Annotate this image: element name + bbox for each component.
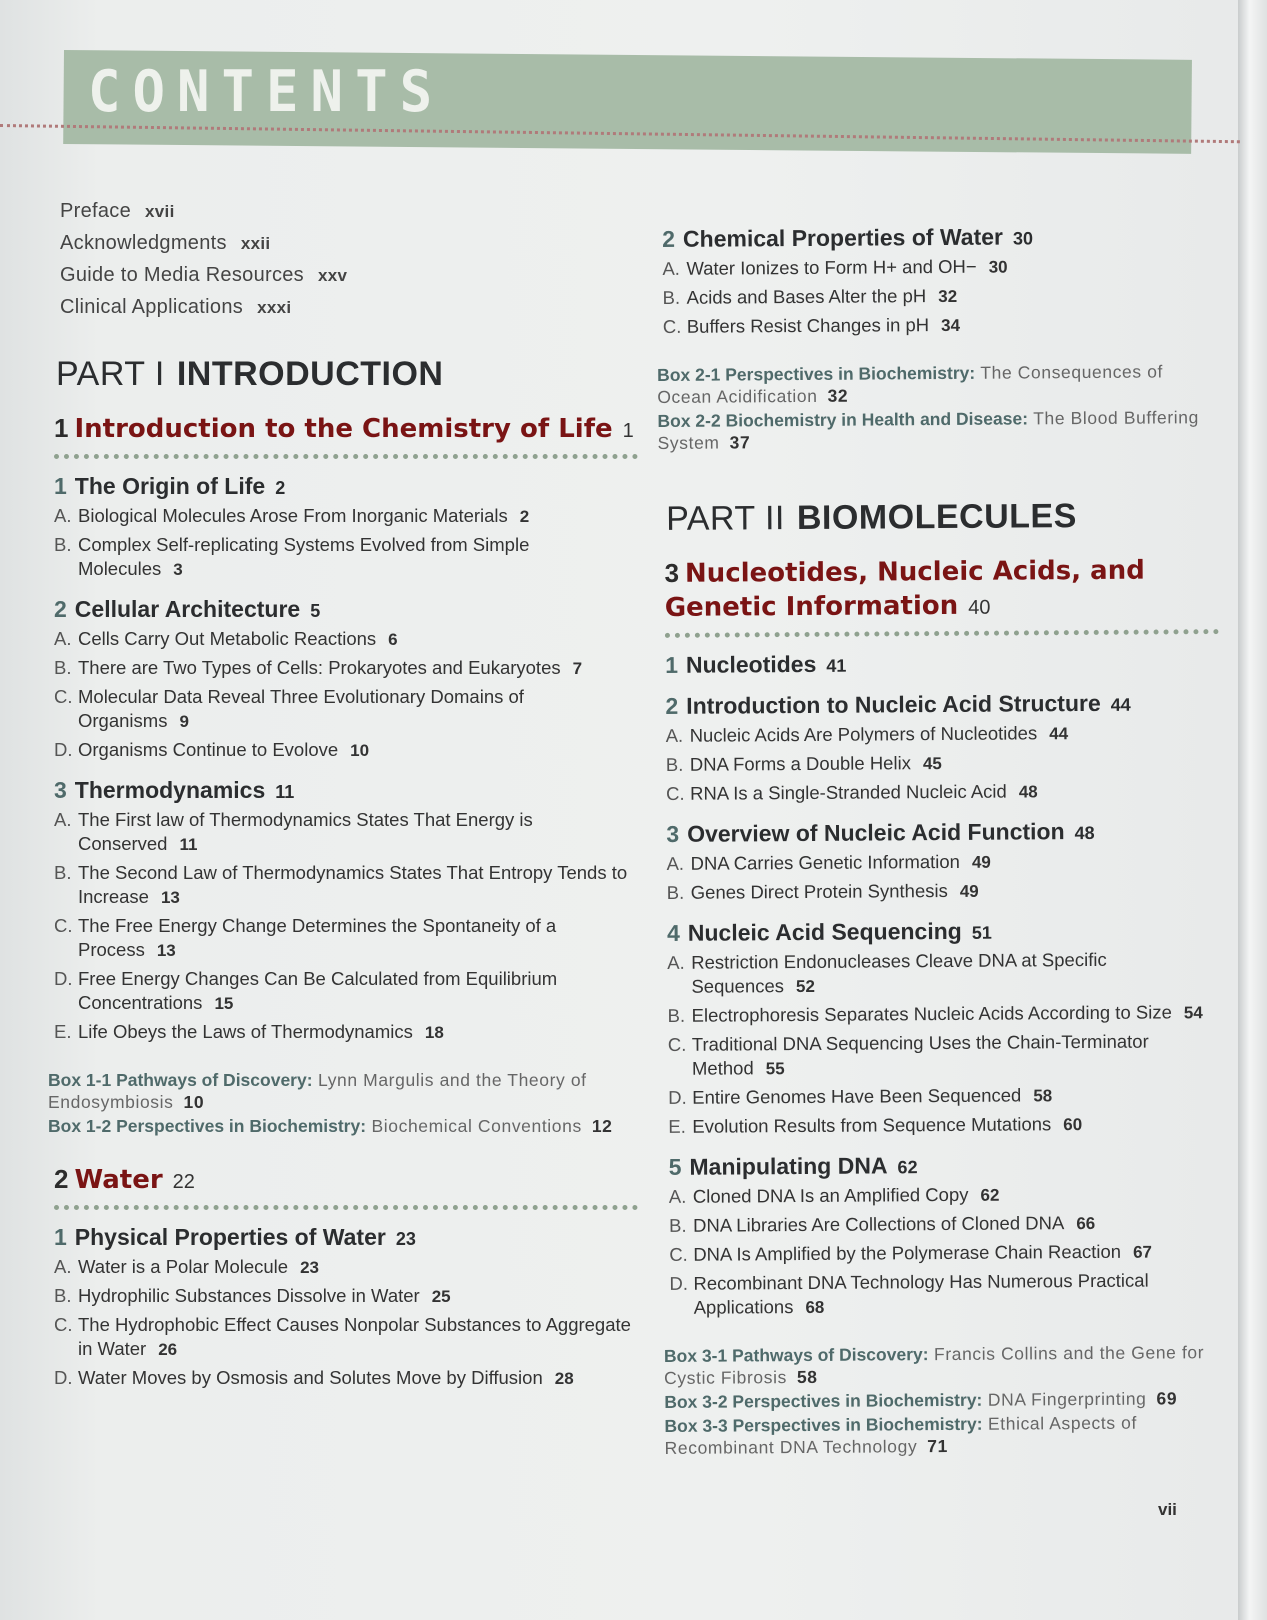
- section-page: 48: [1074, 822, 1095, 844]
- subsection-letter: D.: [54, 739, 73, 760]
- toc-subsection: [667, 947, 1221, 1000]
- subsection-title: Organisms Continue to Evolove: [78, 739, 339, 760]
- subsection-letter: D.: [669, 1272, 689, 1294]
- subsection-letter: E.: [54, 1021, 72, 1042]
- subsection-page: 28: [554, 1369, 574, 1388]
- subsection-title: Electrophoresis Separates Nucleic Acids According to Size: [691, 1001, 1172, 1026]
- toc-subsection: [668, 1082, 1222, 1111]
- subsection-title: Recombinant DNA Technology Has Numerous Practical Applications: [693, 1269, 1149, 1318]
- box-entry: [664, 1341, 1224, 1389]
- front-matter-page: xxxi: [257, 298, 292, 317]
- subsection-title: DNA Carries Genetic Information: [690, 850, 961, 874]
- chapter-dotted-rule: [665, 629, 1219, 638]
- toc-subsection: [663, 282, 1217, 311]
- section-title: Nucleic Acid Sequencing: [687, 917, 962, 946]
- subsection-letter: D.: [668, 1086, 687, 1108]
- toc-subsection: [668, 1029, 1222, 1082]
- subsection-title: Water is a Polar Molecule: [78, 1256, 289, 1277]
- toc-subsection: [54, 1255, 638, 1280]
- subsection-letter: B.: [54, 1285, 72, 1306]
- subsection-letter: B.: [669, 1214, 687, 1236]
- front-matter-item: [60, 264, 638, 287]
- subsection-title: The First law of Thermodynamics States That Energy is Conserved: [78, 809, 533, 854]
- section-page: 23: [395, 1229, 416, 1249]
- chapter-spacer: [48, 1139, 638, 1153]
- box-description: Ethical Aspects of Recombinant DNA Technology: [664, 1412, 1137, 1458]
- chapter-dotted-rule: [54, 454, 638, 459]
- section-number: 2: [665, 692, 679, 719]
- box-page: 58: [796, 1366, 818, 1388]
- subsection-letter: A.: [665, 724, 684, 746]
- section-title: Physical Properties of Water: [74, 1224, 386, 1250]
- subsection-title: Molecular Data Reveal Three Evolutionary Domains of Organisms: [78, 686, 524, 731]
- subsection-page: 62: [980, 1185, 1000, 1205]
- subsection-page: 32: [938, 286, 958, 307]
- toc-subsection: [662, 253, 1216, 282]
- page-edge: [1238, 0, 1267, 1620]
- part-label: PART I: [56, 355, 165, 393]
- section-number: 1: [54, 473, 67, 499]
- subsection-title: Free Energy Changes Can Be Calculated from Equilibrium Concentrations: [78, 968, 558, 1013]
- subsection-letter: A.: [54, 505, 72, 526]
- subsection-page: 13: [160, 888, 180, 907]
- part-heading: [56, 355, 638, 394]
- subsection-letter: D.: [54, 1367, 73, 1388]
- chapter-page: 40: [968, 596, 991, 619]
- right-column: [656, 208, 1225, 1461]
- subsection-page: 3: [173, 560, 183, 579]
- subsection-page: 45: [922, 754, 942, 774]
- box-description: The Blood Buffering System: [657, 407, 1199, 453]
- toc-subsection: [666, 848, 1220, 877]
- subsection-letter: A.: [667, 951, 685, 973]
- toc-section: [666, 817, 1220, 848]
- subsection-title: Acids and Bases Alter the pH: [686, 285, 927, 308]
- box-heading: Box 1-1 Pathways of Discovery:: [48, 1070, 313, 1090]
- section-number: 4: [666, 919, 680, 946]
- front-matter-page: xvii: [145, 202, 175, 221]
- subsection-letter: C.: [662, 315, 682, 337]
- subsection-title: Complex Self-replicating Systems Evolved from Simple Molecules: [78, 534, 530, 579]
- toc-subsection: [668, 1111, 1222, 1140]
- subsection-letter: C.: [54, 686, 73, 707]
- subsection-title: DNA Libraries Are Collections of Cloned DNA: [693, 1212, 1065, 1236]
- subsection-letter: A.: [666, 852, 685, 874]
- toc-subsection: [54, 1284, 638, 1309]
- subsection-title: Life Obeys the Laws of Thermodynamics: [78, 1021, 413, 1042]
- front-matter-page: xxii: [240, 234, 271, 253]
- section-page: 41: [826, 655, 847, 676]
- toc-subsection: [54, 656, 638, 681]
- front-matter-page: xxv: [318, 266, 348, 285]
- section-page: 51: [971, 922, 992, 943]
- toc-subsection: [54, 914, 638, 963]
- subsection-title: Hydrophilic Substances Dissolve in Water: [78, 1285, 420, 1306]
- section-number: 1: [54, 1224, 67, 1250]
- subsection-letter: A.: [668, 1185, 687, 1207]
- page-title: CONTENTS: [88, 58, 445, 125]
- subsection-page: 7: [572, 659, 583, 678]
- subsection-letter: C.: [667, 1033, 687, 1055]
- box-heading: Box 3-2 Perspectives in Biochemistry:: [664, 1389, 983, 1412]
- section-number: 5: [668, 1153, 682, 1180]
- part-label: PART II: [666, 499, 786, 538]
- chapter-heading: [664, 553, 1218, 627]
- subsection-page: 68: [805, 1297, 825, 1317]
- chapter-number: 1: [54, 413, 69, 443]
- subsection-letter: B.: [54, 862, 72, 883]
- toc-subsection: [54, 967, 638, 1016]
- subsection-title: The Free Energy Change Determines the Spontaneity of a Process: [78, 915, 557, 960]
- subsection-letter: A.: [54, 809, 72, 830]
- subsection-page: 26: [158, 1340, 178, 1359]
- toc-subsection: [666, 778, 1220, 807]
- chapter-number: 3: [664, 557, 680, 588]
- box-description: DNA Fingerprinting: [987, 1388, 1147, 1410]
- toc-section: [669, 1150, 1223, 1181]
- box-heading: Box 2-1 Perspectives in Biochemistry:: [657, 362, 976, 385]
- front-matter-label: Preface: [60, 200, 132, 222]
- section-title: Thermodynamics: [74, 777, 266, 803]
- subsection-title: Nucleic Acids Are Polymers of Nucleotides: [689, 722, 1038, 746]
- toc-subsection: [54, 1366, 638, 1391]
- box-list: [48, 1069, 638, 1137]
- toc-section: [665, 648, 1219, 679]
- subsection-letter: B.: [54, 657, 72, 678]
- subsection-page: 55: [765, 1059, 785, 1079]
- subsection-title: The Second Law of Thermodynamics States That Entropy Tends to Increase: [78, 862, 628, 907]
- toc-section: [665, 689, 1219, 720]
- box-description: The Consequences of Ocean Acidification: [657, 361, 1164, 407]
- box-description: Biochemical Conventions: [371, 1116, 582, 1136]
- subsection-page: 49: [959, 881, 979, 901]
- subsection-title: DNA Forms a Double Helix: [689, 752, 911, 775]
- subsection-title: Water Ionizes to Form H+ and OH−: [686, 255, 977, 279]
- subsection-title: Traditional DNA Sequencing Uses the Chain-Terminator Method: [691, 1030, 1149, 1079]
- box-page: 10: [183, 1092, 205, 1112]
- box-entry: [664, 1411, 1224, 1459]
- chapter-title: Water: [74, 1165, 163, 1195]
- section-page: 2: [275, 478, 286, 498]
- front-matter-item: [60, 200, 638, 223]
- subsection-letter: B.: [667, 1004, 686, 1026]
- subsection-title: The Hydrophobic Effect Causes Nonpolar Substances to Aggregate in Water: [78, 1314, 631, 1359]
- subsection-page: 11: [179, 835, 198, 854]
- box-entry: [48, 1115, 638, 1137]
- subsection-letter: A.: [54, 628, 72, 649]
- chapter-page: 22: [172, 1171, 195, 1193]
- box-heading: Box 3-1 Pathways of Discovery:: [663, 1344, 929, 1366]
- chapter-heading: [54, 412, 638, 448]
- section-page: 5: [310, 601, 321, 621]
- subsection-page: 52: [795, 976, 815, 997]
- section-number: 2: [662, 225, 676, 252]
- toc-section: [54, 473, 638, 500]
- section-page: 11: [275, 782, 295, 802]
- front-matter-item: [60, 232, 638, 255]
- toc-subsection: [669, 1239, 1223, 1268]
- subsection-page: 25: [431, 1287, 451, 1306]
- subsection-letter: E.: [668, 1115, 686, 1137]
- box-page: 37: [729, 432, 751, 453]
- box-heading: Box 1-2 Perspectives in Biochemistry:: [48, 1116, 367, 1136]
- toc-subsection: [54, 1313, 638, 1362]
- subsection-page: 30: [988, 257, 1008, 277]
- chapter-title: Nucleotides, Nucleic Acids, and Genetic Information: [664, 555, 1145, 623]
- subsection-page: 49: [971, 852, 991, 872]
- toc-subsection: [667, 877, 1221, 906]
- toc-section: [662, 222, 1216, 253]
- subsection-page: 13: [156, 941, 176, 960]
- subsection-title: Restriction Endonucleases Cleave DNA at Specific Sequences: [691, 948, 1107, 997]
- toc-subsection: [54, 533, 638, 582]
- part-name: INTRODUCTION: [176, 355, 444, 393]
- subsection-page: 18: [424, 1023, 444, 1042]
- front-matter-label: Acknowledgments: [60, 232, 227, 254]
- section-title: Nucleotides: [685, 650, 817, 678]
- box-page: 32: [827, 385, 849, 406]
- chapter-dotted-rule: [54, 1205, 638, 1210]
- toc-subsection: [669, 1268, 1223, 1321]
- toc-subsection: [54, 808, 638, 857]
- chapter-number: 2: [54, 1164, 69, 1194]
- box-entry: [664, 1387, 1224, 1413]
- toc-subsection: [663, 311, 1217, 340]
- subsection-letter: C.: [54, 915, 73, 936]
- subsection-letter: B.: [665, 753, 684, 775]
- front-matter-label: Clinical Applications: [60, 296, 244, 318]
- subsection-page: 54: [1183, 1003, 1203, 1023]
- subsection-page: 23: [300, 1258, 320, 1277]
- subsection-title: There are Two Types of Cells: Prokaryotes and Eukaryotes: [78, 657, 561, 678]
- subsection-page: 60: [1063, 1115, 1083, 1135]
- subsection-letter: B.: [662, 286, 681, 308]
- chapter-page: 1: [622, 420, 634, 442]
- box-page: 12: [591, 1116, 613, 1136]
- section-number: 1: [665, 651, 679, 678]
- subsection-title: Evolution Results from Sequence Mutations: [692, 1113, 1052, 1137]
- toc-subsection: [668, 1000, 1222, 1029]
- subsection-title: Cells Carry Out Metabolic Reactions: [78, 628, 377, 649]
- subsection-title: Cloned DNA Is an Amplified Copy: [692, 1183, 969, 1207]
- subsection-page: 58: [1033, 1086, 1053, 1106]
- toc-subsection: [669, 1210, 1223, 1239]
- box-list: [664, 1341, 1225, 1459]
- box-entry: [657, 406, 1217, 454]
- toc-subsection: [54, 627, 638, 652]
- part-spacer: [658, 452, 1218, 464]
- subsection-page: 67: [1132, 1242, 1153, 1262]
- section-number: 3: [54, 777, 67, 803]
- box-description: Francis Collins and the Gene for Cystic Fibrosis: [664, 1342, 1205, 1388]
- subsection-letter: A.: [662, 257, 680, 279]
- box-description: Lynn Margulis and the Theory of Endosymbiosis: [48, 1070, 587, 1112]
- subsection-letter: A.: [54, 1256, 72, 1277]
- toc-subsection: [666, 720, 1220, 749]
- subsection-title: Water Moves by Osmosis and Solutes Move by Diffusion: [78, 1367, 543, 1388]
- section-title: Introduction to Nucleic Acid Structure: [686, 689, 1101, 719]
- toc-subsection: [666, 749, 1220, 778]
- front-matter-label: Guide to Media Resources: [60, 264, 304, 286]
- part-heading: [666, 496, 1218, 539]
- subsection-page: 6: [388, 630, 398, 649]
- subsection-page: 48: [1018, 782, 1038, 802]
- section-title: Manipulating DNA: [689, 1152, 888, 1180]
- toc-subsection: [54, 504, 638, 529]
- subsection-title: Genes Direct Protein Synthesis: [690, 879, 948, 903]
- box-entry: [657, 360, 1217, 408]
- section-title: Cellular Architecture: [74, 596, 301, 622]
- subsection-title: Entire Genomes Have Been Sequenced: [692, 1084, 1022, 1108]
- subsection-title: Buffers Resist Changes in pH: [686, 314, 930, 337]
- toc-section: [667, 916, 1221, 947]
- subsection-letter: C.: [54, 1314, 73, 1335]
- toc-subsection: [54, 1020, 638, 1045]
- subsection-page: 9: [179, 712, 189, 731]
- chapter-heading: [54, 1163, 638, 1199]
- subsection-page: 44: [1049, 724, 1069, 744]
- page-number: vii: [1158, 1500, 1177, 1519]
- toc-subsection: [54, 861, 638, 910]
- subsection-page: 10: [350, 741, 370, 760]
- left-column: [48, 200, 638, 1395]
- toc-subsection: [54, 685, 638, 734]
- section-number: 2: [54, 596, 67, 622]
- toc-subsection: [54, 738, 638, 763]
- subsection-title: RNA Is a Single-Stranded Nucleic Acid: [689, 780, 1007, 804]
- subsection-page: 2: [519, 507, 530, 526]
- section-title: Chemical Properties of Water: [682, 223, 1004, 252]
- subsection-letter: D.: [54, 968, 73, 989]
- toc-section: [54, 596, 638, 623]
- section-page: 30: [1012, 228, 1034, 249]
- chapter-title: Introduction to the Chemistry of Life: [74, 414, 613, 444]
- front-matter-item: [60, 296, 638, 319]
- subsection-page: 15: [214, 994, 234, 1013]
- box-list: [657, 360, 1218, 454]
- section-number: 3: [666, 820, 680, 847]
- part-name: BIOMOLECULES: [796, 497, 1077, 538]
- section-page: 44: [1110, 694, 1131, 715]
- section-title: Overview of Nucleic Acid Function: [687, 818, 1065, 847]
- box-page: 71: [927, 1435, 949, 1457]
- subsection-title: DNA Is Amplified by the Polymerase Chain Reaction: [693, 1240, 1122, 1265]
- box-heading: Box 3-3 Perspectives in Biochemistry:: [664, 1413, 983, 1436]
- subsection-page: 34: [941, 315, 961, 336]
- subsection-title: Biological Molecules Arose From Inorganic Materials: [78, 505, 508, 526]
- section-page: 62: [897, 1157, 918, 1178]
- box-page: 69: [1156, 1388, 1178, 1409]
- subsection-letter: C.: [669, 1243, 688, 1265]
- subsection-letter: B.: [666, 881, 685, 903]
- toc-section: [54, 1224, 638, 1251]
- subsection-letter: B.: [54, 534, 72, 555]
- subsection-letter: C.: [665, 782, 685, 804]
- subsection-page: 66: [1076, 1213, 1096, 1234]
- box-heading: Box 2-2 Biochemistry in Health and Disease:: [657, 408, 1029, 431]
- section-title: The Origin of Life: [74, 473, 266, 499]
- box-entry: [48, 1069, 638, 1113]
- toc-section: [54, 777, 638, 804]
- toc-subsection: [669, 1181, 1223, 1210]
